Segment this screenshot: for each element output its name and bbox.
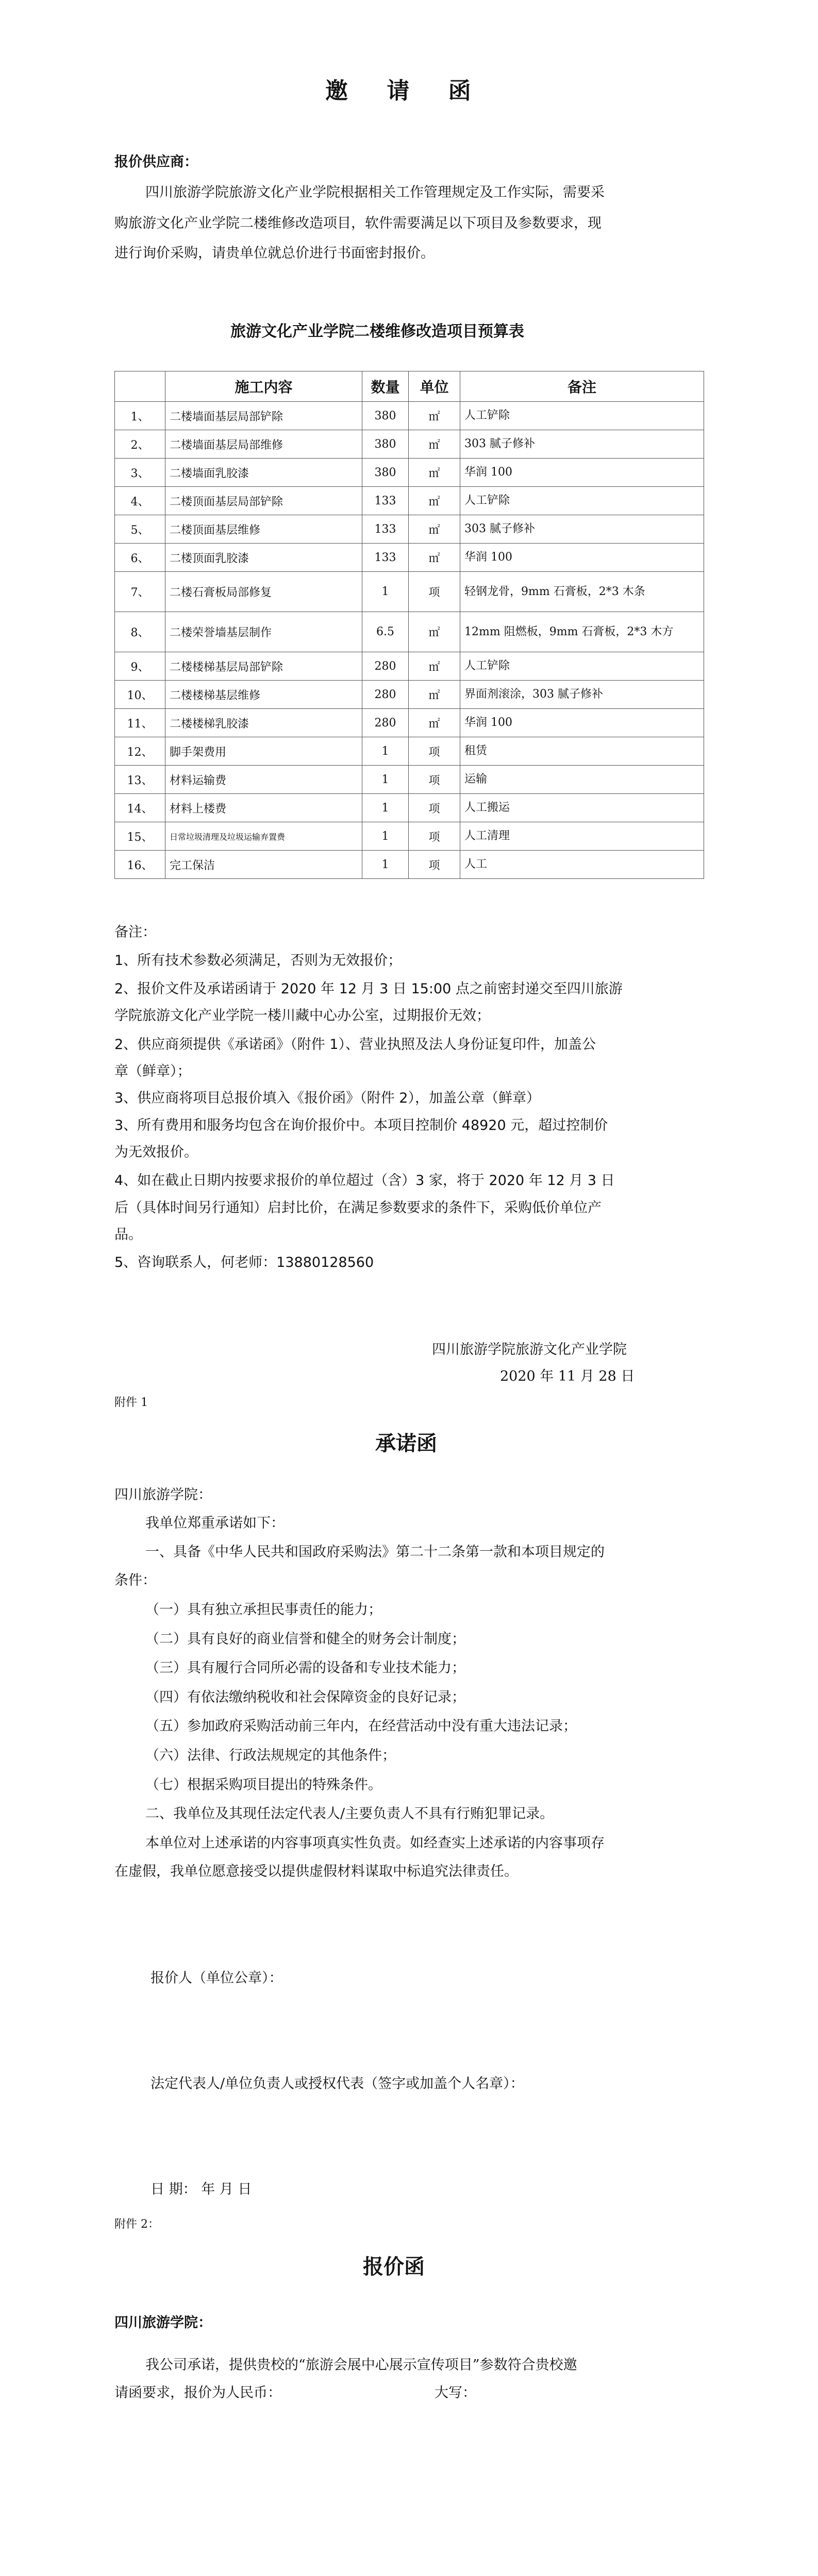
cell-note: 人工铲除 (460, 487, 704, 515)
cell-unit: ㎡ (409, 709, 460, 737)
table-row (115, 515, 704, 544)
cell-note: 303 腻子修补 (460, 515, 704, 544)
signing-date: 2020 年 11 月 28 日 (500, 1368, 635, 1384)
cell-unit: 项 (409, 851, 460, 879)
note-5a: 3、所有费用和服务均包含在询价报价中。本项目控制价 48920 元，超过控制价 (114, 1117, 608, 1133)
header-note: 备注 (460, 371, 704, 402)
table-row (115, 544, 704, 572)
note-7: 5、咨询联系人，何老师：13880128560 (114, 1255, 374, 1270)
note-4: 3、供应商将项目总报价填入《报价函》（附件 2），加盖公章（鲜章） (114, 1090, 540, 1106)
cell-qty: 1 (362, 822, 409, 851)
pledge-condition-7: （七）根据采购项目提出的特殊条件。 (145, 1777, 382, 1793)
table-row (115, 737, 704, 766)
cell-no: 14、 (115, 794, 165, 822)
cell-item: 二楼楼梯乳胶漆 (165, 709, 362, 737)
table-row (115, 487, 704, 515)
cell-note: 华润 100 (460, 709, 704, 737)
cell-note: 人工搬运 (460, 794, 704, 822)
cell-qty: 380 (362, 459, 409, 487)
cell-note: 303 腻子修补 (460, 430, 704, 459)
cell-unit: ㎡ (409, 430, 460, 459)
cell-qty: 380 (362, 430, 409, 459)
intro-line-3: 进行询价采购，请贵单位就总价进行书面密封报价。 (114, 245, 435, 261)
table-row (115, 822, 704, 851)
cell-no: 13、 (115, 766, 165, 794)
budget-table (114, 371, 704, 879)
cell-item: 二楼顶面乳胶漆 (165, 544, 362, 572)
cell-item: 材料上楼费 (165, 794, 362, 822)
table-row (115, 430, 704, 459)
intro-line-1: 四川旅游学院旅游文化产业学院根据相关工作管理规定及工作实际，需要采 (145, 184, 605, 200)
table-row (115, 851, 704, 879)
cell-note: 华润 100 (460, 459, 704, 487)
table-header-row (115, 371, 704, 402)
note-1: 1、所有技术参数必须满足，否则为无效报价； (114, 953, 402, 969)
cell-no: 2、 (115, 430, 165, 459)
cell-unit: ㎡ (409, 459, 460, 487)
cell-qty: 380 (362, 402, 409, 430)
cell-item: 二楼顶面基层维修 (165, 515, 362, 544)
cell-no: 4、 (115, 487, 165, 515)
note-5b: 为无效报价。 (114, 1144, 198, 1160)
cell-item: 二楼楼梯基层局部铲除 (165, 652, 362, 681)
pledge-clause-1a: 一、具备《中华人民共和国政府采购法》第二十二条第一款和本项目规定的 (145, 1544, 605, 1560)
note-2b: 学院旅游文化产业学院一楼川藏中心办公室，过期报价无效； (114, 1008, 490, 1024)
pledge-title: 承诺函 (375, 1431, 437, 1455)
cell-qty: 1 (362, 794, 409, 822)
pledge-condition-5: （五）参加政府采购活动前三年内，在经营活动中没有重大违法记录； (145, 1718, 577, 1734)
signer: 四川旅游学院旅游文化产业学院 (432, 1342, 627, 1358)
cell-item: 二楼石膏板局部修复 (165, 572, 362, 612)
table-row (115, 709, 704, 737)
table-row (115, 794, 704, 822)
pledge-condition-1: （一）具有独立承担民事责任的能力； (145, 1602, 382, 1618)
cell-qty: 1 (362, 851, 409, 879)
cell-note: 人工铲除 (460, 402, 704, 430)
pledge-representative: 法定代表人/单位负责人或授权代表（签字或加盖个人名章）： (151, 2076, 524, 2092)
pledge-clause-3a: 本单位对上述承诺的内容事项真实性负责。如经查实上述承诺的内容事项存 (145, 1835, 605, 1851)
note-2a: 2、报价文件及承诺函请于 2020 年 12 月 3 日 15:00 点之前密封递交至四川旅游 (114, 981, 623, 997)
attachment-2-label: 附件 2： (114, 2218, 159, 2231)
cell-qty: 6.5 (362, 612, 409, 652)
cell-unit: ㎡ (409, 515, 460, 544)
invitation-title: 邀 请 函 (325, 78, 487, 104)
pledge-clause-1b: 条件： (114, 1572, 156, 1588)
cell-no: 6、 (115, 544, 165, 572)
cell-unit: ㎡ (409, 487, 460, 515)
cell-item: 日常垃圾清理及垃圾运输弃置费 (165, 822, 362, 851)
cell-no: 9、 (115, 652, 165, 681)
pledge-date: 日 期： 年 月 日 (151, 2181, 252, 2197)
cell-item: 二楼荣誉墙基层制作 (165, 612, 362, 652)
pledge-condition-3: （三）具有履行合同所必需的设备和专业技术能力； (145, 1660, 465, 1676)
cell-qty: 1 (362, 737, 409, 766)
note-6c: 品。 (114, 1227, 142, 1243)
table-row (115, 766, 704, 794)
pledge-addressee: 四川旅游学院： (114, 1487, 212, 1503)
quotation-title: 报价函 (363, 2255, 425, 2279)
note-3b: 章（鲜章）； (114, 1063, 191, 1079)
pledge-intro: 我单位郑重承诺如下： (145, 1515, 285, 1531)
cell-no: 11、 (115, 709, 165, 737)
cell-qty: 280 (362, 652, 409, 681)
cell-item: 完工保洁 (165, 851, 362, 879)
header-unit: 单位 (409, 371, 460, 402)
pledge-clause-3b: 在虚假，我单位愿意接受以提供虚假材料谋取中标追究法律责任。 (114, 1863, 518, 1879)
cell-no: 8、 (115, 612, 165, 652)
note-6b: 后（具体时间另行通知）启封比价，在满足参数要求的条件下，采购低价单位产 (114, 1200, 602, 1216)
cell-item: 二楼楼梯基层维修 (165, 681, 362, 709)
cell-no: 7、 (115, 572, 165, 612)
note-6a: 4、如在截止日期内按要求报价的单位超过（含）3 家，将于 2020 年 12 月 3 日 (114, 1173, 615, 1189)
cell-unit: 项 (409, 794, 460, 822)
cell-note: 人工清理 (460, 822, 704, 851)
pledge-bidder: 报价人（单位公章）： (151, 1970, 283, 1986)
cell-no: 10、 (115, 681, 165, 709)
cell-note: 人工 (460, 851, 704, 879)
cell-note: 华润 100 (460, 544, 704, 572)
cell-unit: ㎡ (409, 681, 460, 709)
cell-no: 5、 (115, 515, 165, 544)
header-item: 施工内容 (165, 371, 362, 402)
quotation-addressee: 四川旅游学院： (114, 2315, 212, 2331)
table-row (115, 681, 704, 709)
table-row (115, 402, 704, 430)
cell-qty: 1 (362, 572, 409, 612)
cell-qty: 133 (362, 544, 409, 572)
cell-no: 16、 (115, 851, 165, 879)
cell-note: 运输 (460, 766, 704, 794)
cell-unit: ㎡ (409, 652, 460, 681)
header-no (115, 371, 165, 402)
cell-unit: ㎡ (409, 612, 460, 652)
note-3a: 2、供应商须提供《承诺函》（附件 1）、营业执照及法人身份证复印件，加盖公 (114, 1037, 596, 1053)
table-row (115, 459, 704, 487)
cell-unit: ㎡ (409, 544, 460, 572)
cell-no: 15、 (115, 822, 165, 851)
cell-unit: 项 (409, 737, 460, 766)
cell-no: 1、 (115, 402, 165, 430)
cell-no: 12、 (115, 737, 165, 766)
cell-qty: 280 (362, 709, 409, 737)
header-qty: 数量 (362, 371, 409, 402)
quotation-uppercase-label: 大写： (435, 2385, 476, 2401)
cell-note: 租赁 (460, 737, 704, 766)
cell-item: 材料运输费 (165, 766, 362, 794)
salutation: 报价供应商： (114, 154, 198, 170)
pledge-condition-2: （二）具有良好的商业信誉和健全的财务会计制度； (145, 1631, 465, 1647)
attachment-1-label: 附件 1 (114, 1396, 148, 1409)
cell-item: 二楼墙面基层局部铲除 (165, 402, 362, 430)
pledge-condition-6: （六）法律、行政法规规定的其他条件； (145, 1748, 396, 1764)
quotation-line-2: 请函要求，报价为人民币： (114, 2385, 281, 2401)
cell-item: 二楼顶面基层局部铲除 (165, 487, 362, 515)
intro-line-2: 购旅游文化产业学院二楼维修改造项目，软件需要满足以下项目及参数要求，现 (114, 215, 602, 231)
table-row (115, 572, 704, 612)
cell-unit: ㎡ (409, 402, 460, 430)
cell-note: 界面剂滚涂，303 腻子修补 (460, 681, 704, 709)
cell-item: 脚手架费用 (165, 737, 362, 766)
pledge-clause-2: 二、我单位及其现任法定代表人/主要负责人不具有行贿犯罪记录。 (145, 1806, 554, 1822)
cell-unit: 项 (409, 766, 460, 794)
pledge-condition-4: （四）有依法缴纳税收和社会保障资金的良好记录； (145, 1689, 465, 1705)
cell-qty: 133 (362, 515, 409, 544)
cell-qty: 280 (362, 681, 409, 709)
cell-item: 二楼墙面基层局部维修 (165, 430, 362, 459)
table-title: 旅游文化产业学院二楼维修改造项目预算表 (230, 323, 524, 341)
cell-note: 12mm 阻燃板，9mm 石膏板，2*3 木方 (460, 612, 704, 652)
cell-note: 轻钢龙骨，9mm 石膏板，2*3 木条 (460, 572, 704, 612)
cell-item: 二楼墙面乳胶漆 (165, 459, 362, 487)
cell-no: 3、 (115, 459, 165, 487)
notes-heading: 备注： (114, 924, 156, 940)
cell-qty: 133 (362, 487, 409, 515)
cell-qty: 1 (362, 766, 409, 794)
quotation-line-1: 我公司承诺，提供贵校的“旅游会展中心展示宣传项目”参数符合贵校邀 (145, 2357, 577, 2373)
table-row (115, 652, 704, 681)
cell-unit: 项 (409, 572, 460, 612)
cell-note: 人工铲除 (460, 652, 704, 681)
cell-unit: 项 (409, 822, 460, 851)
table-row (115, 612, 704, 652)
